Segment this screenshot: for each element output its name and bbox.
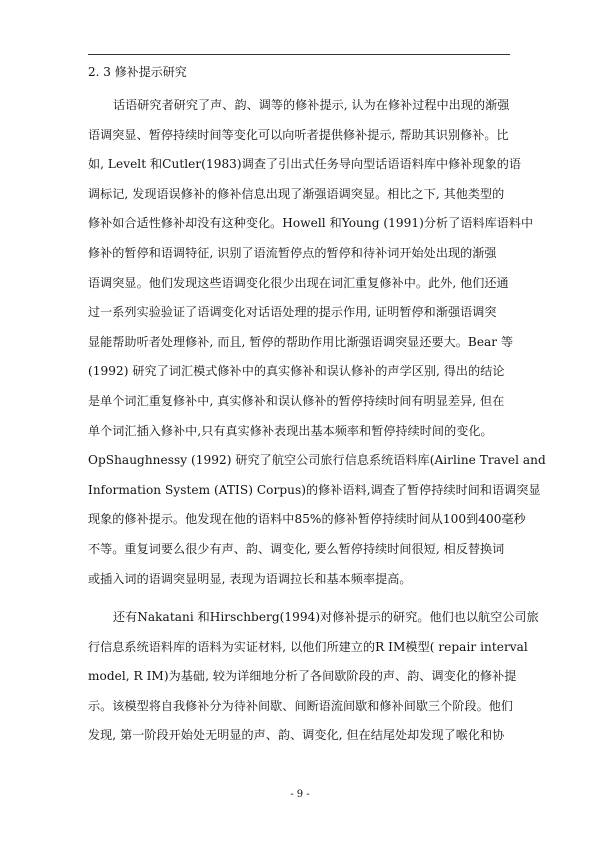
paragraph-1-line: 过一系列实验验证了语调变化对话语处理的提示作用, 证明暂停和渐强语调突 [88, 305, 497, 320]
paragraph-1-line: 修补如合适性修补却没有这种变化。Howell 和Young (1991)分析了语料库语料中 [88, 216, 534, 231]
paragraph-2-line: 还有Nakatani 和Hirschberg(1994)对修补提示的研究。他们也以航空公司旅 [113, 610, 539, 625]
paragraph-1-line: 是单个词汇重复修补中, 真实修补和误认修补的暂停持续时间有明显差异, 但在 [88, 393, 505, 408]
paragraph-1-line: 单个词汇插入修补中,只有真实修补表现出基本频率和暂停持续时间的变化。 [88, 423, 493, 438]
paragraph-1-line: 或插入词的语调突显明显, 表现为语调拉长和基本频率提高。 [88, 571, 412, 586]
paragraph-1-line: 如, Levelt 和Cutler(1983)调查了引出式任务导向型话语语料库中修补现象的语 [88, 157, 522, 172]
paragraph-1-line: 现象的修补提示。他发现在他的语料中85%的修补暂停持续时间从100到400毫秒 [88, 512, 526, 527]
paragraph-1-line: OpShaughnessy (1992) 研究了航空公司旅行信息系统语料库(Airline Travel and [88, 453, 546, 468]
paragraph-1-line: 调标记, 发现语误修补的修补信息出现了渐强语调突显。相比之下, 其他类型的 [88, 186, 505, 201]
body-text [88, 95, 546, 755]
paragraph-1-line: 显能帮助听者处理修补, 而且, 暂停的帮助作用比渐强语调突显还要大。Bear 等 [88, 334, 514, 349]
paragraph-2-line: 行信息系统语料库的语料为实证材料, 以他们所建立的R IM模型( repair interval [88, 639, 528, 654]
paragraph-2-line: 发现, 第一阶段开始处无明显的声、韵、调变化, 但在结尾处却发现了喉化和协 [88, 728, 505, 743]
paragraph-1-line: Information System (ATIS) Corpus)的修补语料,调查了暂停持续时间和语调突显 [88, 482, 541, 497]
paragraph-1-line: 修补的暂停和语调特征, 识别了语流暂停点的暂停和待补词开始处出现的渐强 [88, 245, 497, 260]
header-rule [88, 54, 510, 55]
paragraph-1-line: 语调突显。他们发现这些语调变化很少出现在词汇重复修补中。此外, 他们还通 [88, 275, 509, 290]
page-number: - 9 - [290, 789, 310, 800]
paragraph-1-line: 话语研究者研究了声、韵、调等的修补提示, 认为在修补过程中出现的渐强 [113, 98, 510, 112]
paragraph-1-line: 不等。重复词要么很少有声、韵、调变化, 要么暂停持续时间很短, 相反替换词 [88, 541, 505, 556]
paragraph-2-line: model, R IM)为基础, 较为详细地分析了各间歇阶段的声、韵、调变化的修补提 [88, 669, 517, 684]
paragraph-2-line: 示。该模型将自我修补分为待补间歇、间断语流间歇和修补间歇三个阶段。他们 [88, 698, 514, 713]
paragraph-1-line: 语调突显、暂停持续时间等变化可以向听者提供修补提示, 帮助其识别修补。比 [88, 127, 509, 142]
section-heading: 2. 3 修补提示研究 [88, 65, 187, 79]
paragraph-1-line: (1992) 研究了词汇模式修补中的真实修补和误认修补的声学区别, 得出的结论 [88, 364, 505, 379]
